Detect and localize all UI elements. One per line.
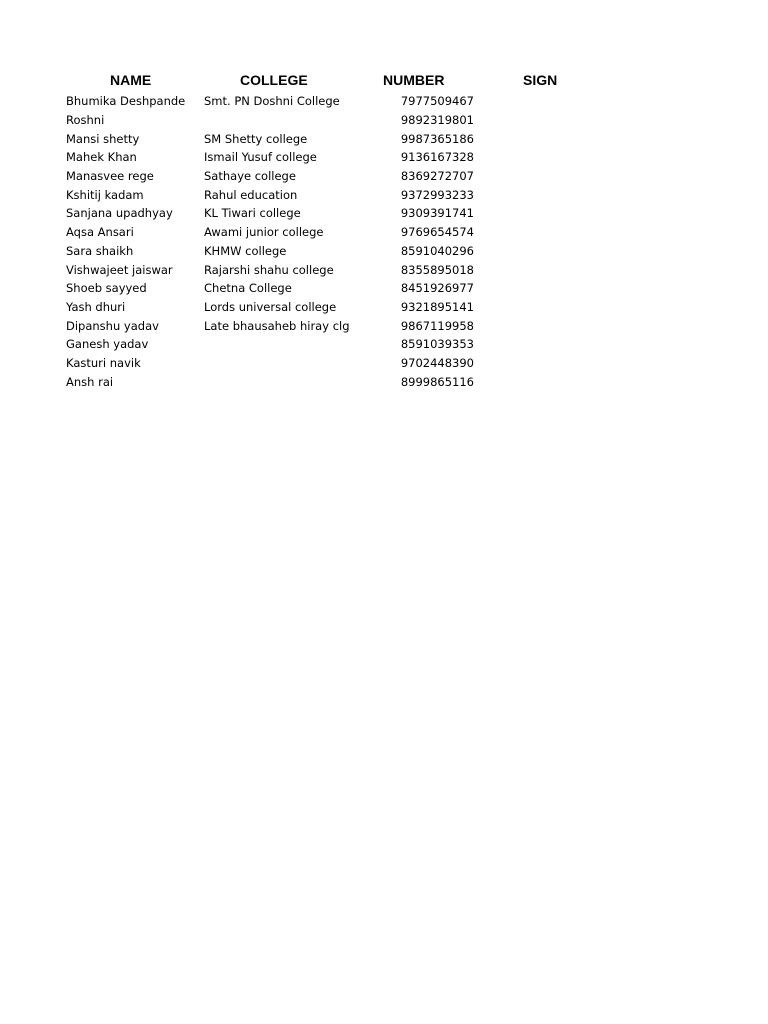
cell-name: Vishwajeet jaiswar [66, 262, 173, 277]
cell-sign [490, 354, 600, 373]
header-row [62, 69, 600, 90]
table-row [62, 204, 600, 223]
cell-college: Ismail Yusuf college [204, 150, 317, 165]
cell-sign [490, 279, 600, 298]
table-row [62, 223, 600, 242]
table-row [62, 316, 600, 335]
cell-college [200, 354, 380, 373]
table-row [62, 279, 600, 298]
cell-college: Sathaye college [204, 169, 296, 184]
cell-number: 9867119958 [400, 318, 474, 333]
cell-name: Ansh rai [66, 374, 114, 389]
cell-name: Bhumika Deshpande [66, 94, 186, 109]
column-header-number: NUMBER [383, 71, 445, 88]
cell-number: 8591040296 [400, 243, 474, 258]
cell-number: 8369272707 [400, 169, 474, 184]
cell-sign [490, 111, 600, 130]
cell-college: SM Shetty college [204, 131, 308, 146]
cell-sign [490, 260, 600, 279]
cell-name: Kshitij kadam [66, 187, 144, 202]
table-row [62, 260, 600, 279]
cell-college: KHMW college [204, 243, 287, 258]
column-header-name: NAME [110, 71, 152, 88]
table-row [62, 185, 600, 204]
cell-college: KL Tiwari college [204, 206, 301, 221]
cell-sign [490, 372, 600, 391]
cell-number: 9372993233 [400, 187, 474, 202]
cell-sign [490, 204, 600, 223]
column-header-sign: SIGN [523, 71, 558, 88]
table-body [62, 90, 600, 391]
cell-sign [490, 242, 600, 261]
cell-number: 8355895018 [400, 262, 474, 277]
cell-number: 9309391741 [400, 206, 474, 221]
cell-number: 8451926977 [400, 281, 474, 296]
cell-college: Rahul education [204, 187, 298, 202]
cell-sign [490, 148, 600, 167]
cell-sign [490, 223, 600, 242]
cell-sign [490, 185, 600, 204]
cell-number: 8591039353 [400, 337, 474, 352]
cell-name: Kasturi navik [66, 355, 141, 370]
cell-college: Awami junior college [204, 225, 324, 240]
cell-number: 9136167328 [400, 150, 474, 165]
table-row [62, 129, 600, 148]
cell-college [200, 111, 380, 130]
cell-college [200, 335, 380, 354]
table-row [62, 372, 600, 391]
cell-college: Lords universal college [204, 299, 337, 314]
cell-name: Roshni [66, 113, 105, 128]
table-row [62, 111, 600, 130]
cell-name: Yash dhuri [66, 299, 126, 314]
column-header-college: COLLEGE [240, 71, 308, 88]
cell-name: Manasvee rege [66, 169, 154, 184]
table-row [62, 167, 600, 186]
cell-name: Sanjana upadhyay [66, 206, 173, 221]
cell-college [200, 372, 380, 391]
cell-college: Chetna College [204, 281, 292, 296]
cell-sign [490, 316, 600, 335]
cell-name: Mansi shetty [66, 131, 140, 146]
cell-number: 7977509467 [400, 94, 474, 109]
cell-sign [490, 298, 600, 317]
cell-name: Aqsa Ansari [66, 225, 134, 240]
table-row [62, 335, 600, 354]
cell-sign [490, 90, 600, 111]
table-row [62, 354, 600, 373]
cell-name: Mahek Khan [66, 150, 137, 165]
table-row [62, 148, 600, 167]
cell-sign [490, 335, 600, 354]
table-row [62, 90, 600, 111]
cell-college: Smt. PN Doshni College [204, 94, 340, 109]
cell-number: 9987365186 [400, 131, 474, 146]
cell-name: Sara shaikh [66, 243, 134, 258]
table-row [62, 242, 600, 261]
cell-number: 9769654574 [400, 225, 474, 240]
cell-name: Dipanshu yadav [66, 318, 159, 333]
cell-college: Late bhausaheb hiray clg [204, 318, 350, 333]
cell-college: Rajarshi shahu college [204, 262, 334, 277]
cell-sign [490, 129, 600, 148]
table-row [62, 298, 600, 317]
cell-sign [490, 167, 600, 186]
cell-name: Ganesh yadav [66, 337, 149, 352]
cell-number: 9702448390 [400, 355, 474, 370]
cell-number: 8999865116 [400, 374, 474, 389]
attendance-table [62, 69, 600, 391]
cell-name: Shoeb sayyed [66, 281, 147, 296]
cell-number: 9321895141 [400, 299, 474, 314]
cell-number: 9892319801 [400, 113, 474, 128]
